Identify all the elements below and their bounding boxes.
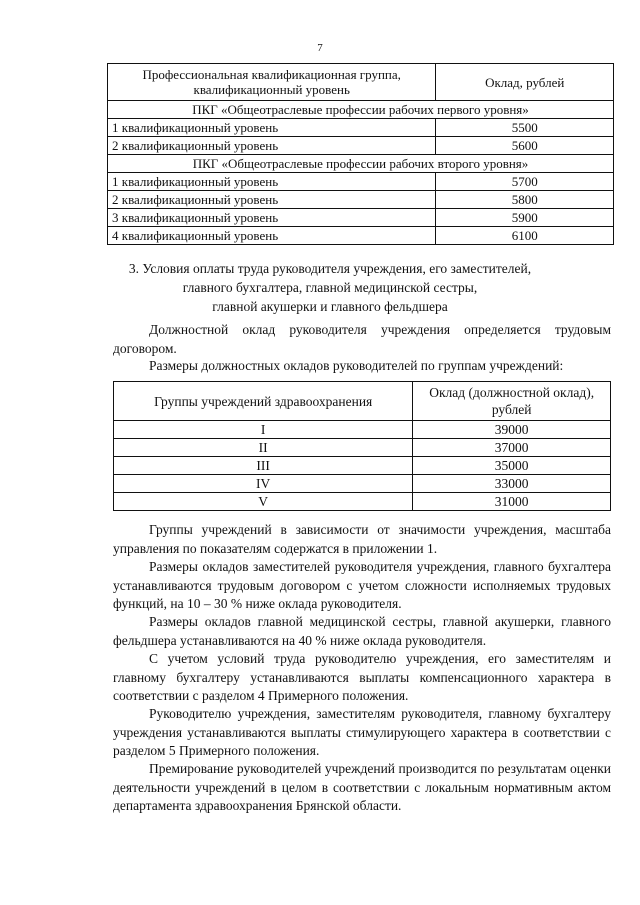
level-cell: 1 квалификационный уровень — [108, 119, 436, 137]
paragraph-groups: Группы учреждений в зависимости от значимости учреждения, масштаба управления по показателям содержатся в приложении 1. — [113, 522, 611, 556]
section-title: ПКГ «Общеотраслевые профессии рабочих первого уровня» — [108, 101, 614, 119]
column-header-group: Группы учреждений здравоохранения — [114, 382, 413, 421]
level-cell: 2 квалификационный уровень — [108, 137, 436, 155]
section-title: ПКГ «Общеотраслевые профессии рабочих второго уровня» — [108, 155, 614, 173]
group-cell: IV — [114, 475, 413, 493]
salary-cell: 5900 — [436, 209, 614, 227]
salary-cell: 31000 — [413, 493, 611, 511]
table-header-row — [114, 382, 611, 421]
level-cell: 4 квалификационный уровень — [108, 227, 436, 245]
table-row — [108, 119, 614, 137]
level-cell: 3 квалификационный уровень — [108, 209, 436, 227]
salary-cell: 35000 — [413, 457, 611, 475]
salary-cell: 5600 — [436, 137, 614, 155]
section-row — [108, 155, 614, 173]
paragraph-head-salary: Должностной оклад руководителя учреждения определяется трудовым договором. — [113, 322, 611, 356]
salary-cell: 5500 — [436, 119, 614, 137]
column-header-group: Профессиональная квалификационная группа, квалификационный уровень — [108, 64, 436, 101]
table-row — [114, 493, 611, 511]
column-header-salary: Оклад, рублей — [436, 64, 614, 101]
pkg-salary-table — [107, 63, 614, 245]
table-row — [108, 227, 614, 245]
page-number: 7 — [317, 42, 323, 54]
section-3-heading — [120, 259, 540, 316]
level-cell: 1 квалификационный уровень — [108, 173, 436, 191]
salary-cell: 5800 — [436, 191, 614, 209]
paragraph-salary-sizes: Размеры должностных окладов руководителей по группам учреждений: — [149, 358, 564, 373]
salary-cell: 33000 — [413, 475, 611, 493]
table-row — [114, 475, 611, 493]
table-row — [108, 173, 614, 191]
salary-cell: 6100 — [436, 227, 614, 245]
column-header-salary: Оклад (должностной оклад), рублей — [413, 382, 611, 421]
group-cell: V — [114, 493, 413, 511]
section-row — [108, 101, 614, 119]
salary-cell: 37000 — [413, 439, 611, 457]
paragraph-bonus: Премирование руководителей учреждений производится по результатам оценки деятельности учреждений в целом в соответствии с локальным нормативным актом департамента здравоохранения Брянской области. — [113, 761, 611, 813]
heading-line: главного бухгалтера, главной медицинской сестры, — [182, 280, 478, 295]
level-cell: 2 квалификационный уровень — [108, 191, 436, 209]
table-header-row — [108, 64, 614, 101]
paragraph-incentive: Руководителю учреждения, заместителям руководителя, главному бухгалтеру учреждения устанавливаются выплаты стимулирующего характера в соответствии с разделом 5 Примерного положения. — [113, 706, 611, 758]
heading-line: главной акушерки и главного фельдшера — [212, 299, 448, 314]
table-row — [114, 421, 611, 439]
table-row — [114, 457, 611, 475]
group-cell: III — [114, 457, 413, 475]
heading-line: 3. Условия оплаты труда руководителя учреждения, его заместителей, — [128, 261, 532, 276]
table-row — [108, 137, 614, 155]
paragraph-deputy-salary: Размеры окладов заместителей руководителя учреждения, главного бухгалтера устанавливаются трудовым договором с учетом сложности исполняемых трудовых функций, на 10 – 30 % ниже оклада руководителя. — [113, 559, 611, 611]
table-row — [108, 209, 614, 227]
paragraph-compensation: С учетом условий труда руководителю учреждения, его заместителям и главному бухгалтеру устанавливаются выплаты компенсационного характера в соответствии с разделом 4 Примерного положения. — [113, 651, 611, 703]
paragraph-nurse-salary: Размеры окладов главной медицинской сестры, главной акушерки, главного фельдшера устанавливаются на 40 % ниже оклада руководителя. — [113, 614, 611, 648]
table-row — [114, 439, 611, 457]
group-cell: II — [114, 439, 413, 457]
table-row — [108, 191, 614, 209]
group-cell: I — [114, 421, 413, 439]
salary-cell: 5700 — [436, 173, 614, 191]
salary-cell: 39000 — [413, 421, 611, 439]
institution-groups-table — [113, 381, 611, 511]
